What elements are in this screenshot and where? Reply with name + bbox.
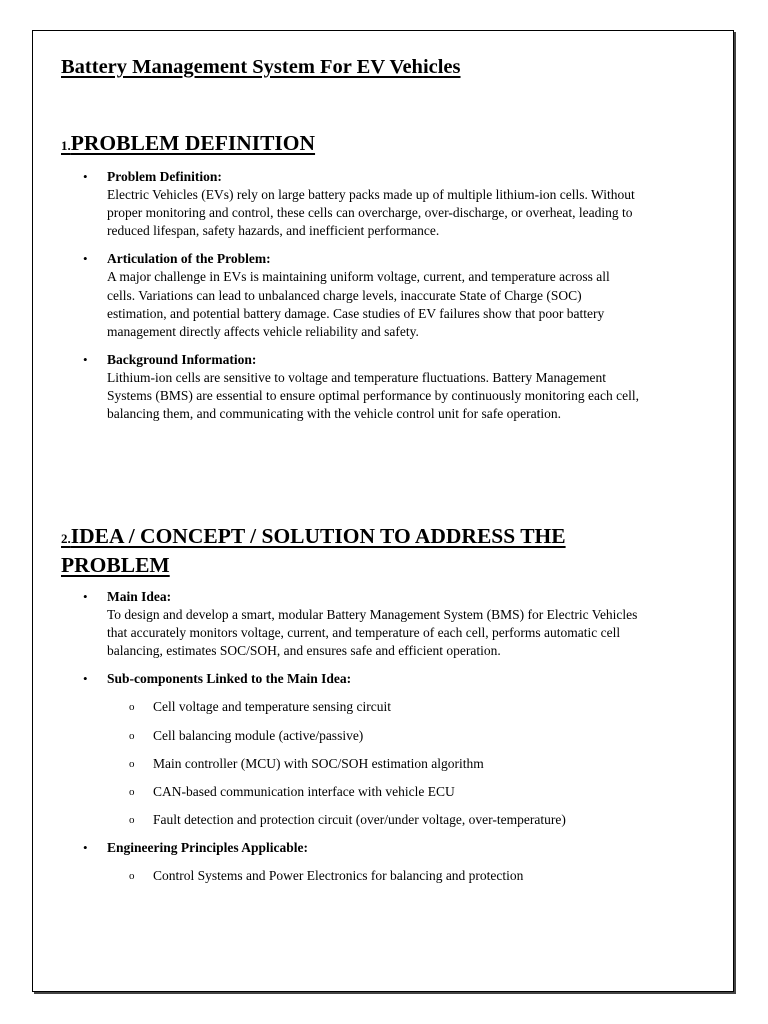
sub-list-item: o Fault detection and protection circuit (over/under voltage, over-temperature) xyxy=(107,811,641,829)
list-item xyxy=(81,351,641,423)
sub-list-item: o Cell voltage and temperature sensing circuit xyxy=(107,698,641,716)
section-number: 1. xyxy=(61,138,71,153)
solution-list xyxy=(81,588,641,895)
sub-component-list xyxy=(107,698,641,828)
section-heading-problem-definition xyxy=(61,130,315,159)
item-label: • Main Idea: xyxy=(107,589,172,604)
section-heading-idea-concept-solution xyxy=(61,523,661,578)
sub-list-item: o Control Systems and Power Electronics for balancing and protection xyxy=(107,867,641,885)
list-item xyxy=(81,250,641,340)
sub-list-item: o Cell balancing module (active/passive) xyxy=(107,727,641,745)
item-text: Electric Vehicles (EVs) rely on large battery packs made up of multiple lithium-ion cells. Without proper monitoring and control, these cells can overcharge, over-discharge, or overheat, leading to reduced lifespan, safety hazards, and inefficient performance. xyxy=(107,187,635,239)
item-label: • Articulation of the Problem: xyxy=(107,251,271,267)
item-label: • Sub-components Linked to the Main Idea: xyxy=(107,671,352,687)
item-label: • Engineering Principles Applicable: xyxy=(107,839,309,855)
sub-list-item: o CAN-based communication interface with vehicle ECU xyxy=(107,783,641,801)
sub-list-item: o Main controller (MCU) with SOC/SOH estimation algorithm xyxy=(107,755,641,773)
item-label: • Problem Definition: xyxy=(107,169,222,184)
engineering-principles-list xyxy=(107,867,641,885)
document-title: Battery Management System For EV Vehicles xyxy=(61,56,461,78)
problem-definition-list xyxy=(81,168,641,433)
section-title: PROBLEM DEFINITION xyxy=(70,131,316,155)
item-text: Lithium-ion cells are sensitive to voltage and temperature fluctuations. Battery Management Systems (BMS) are essential to ensure optimal performance by continuously monitoring each cell, balancing them, and communicating with the vehicle control unit for safe operation. xyxy=(107,369,639,422)
list-item xyxy=(81,168,641,240)
item-label: • Background Information: xyxy=(107,351,257,367)
list-item xyxy=(81,588,641,660)
section-number: 2. xyxy=(61,531,71,546)
item-text: A major challenge in EVs is maintaining uniform voltage, current, and temperature across all cells. Variations can lead to unbalanced charge levels, inaccurate State of Charge (SOC) estimation, and potential battery damage. Case studies of EV failures show that poor battery management directly affects vehicle reliability and safety. xyxy=(107,269,610,339)
list-item xyxy=(81,670,641,829)
list-item xyxy=(81,839,641,885)
item-text: To design and develop a smart, modular Battery Management System (BMS) for Electric Vehicles that accurately monitors voltage, current, and temperature of each cell, performs automatic cell balancing, estimates SOC/SOH, and ensures safe and efficient operation. xyxy=(107,607,638,659)
section-title: IDEA / CONCEPT / SOLUTION TO ADDRESS THE PROBLEM xyxy=(61,524,566,577)
